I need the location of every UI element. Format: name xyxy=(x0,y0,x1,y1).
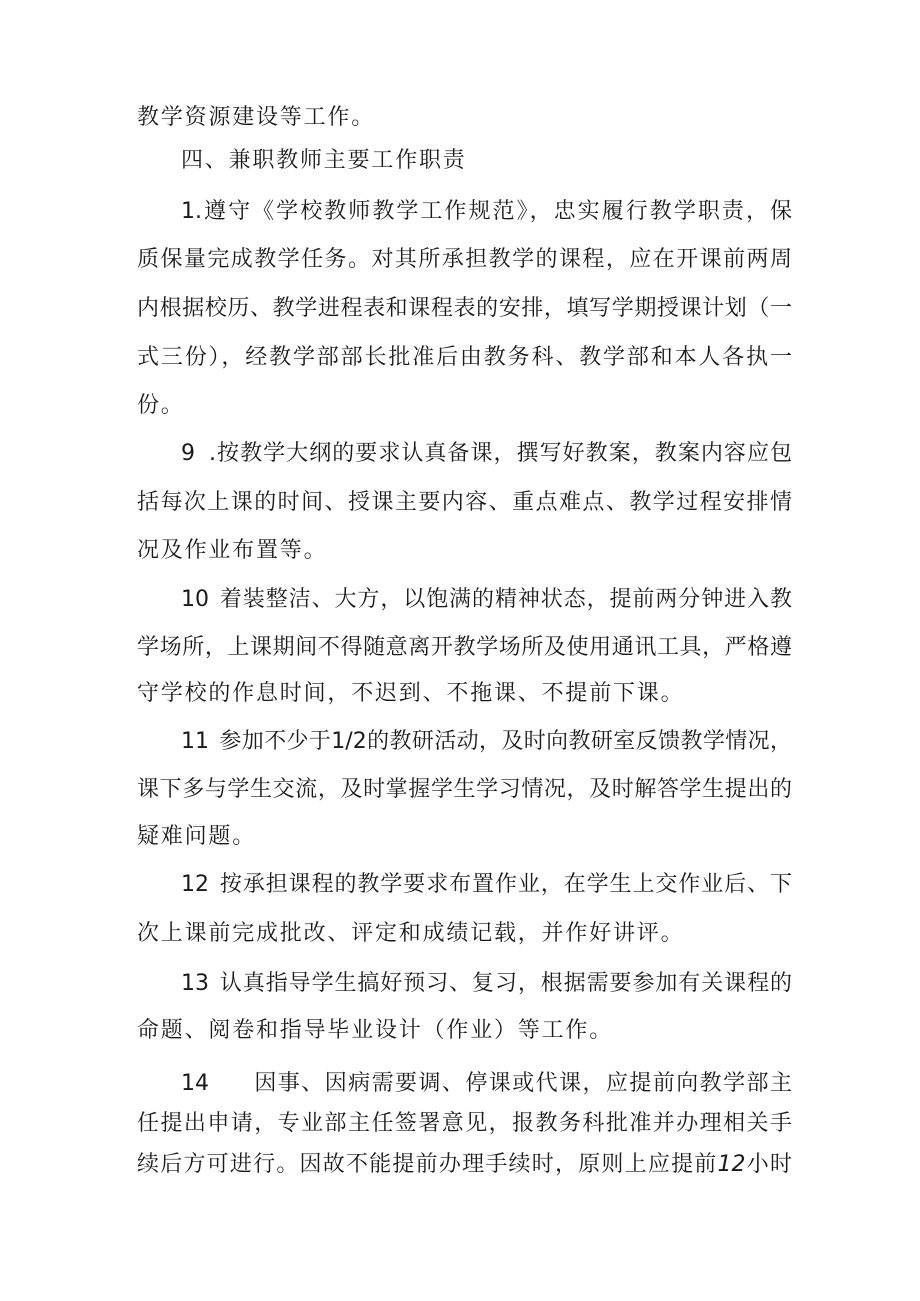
item-1-line-3: 内根据校历、教学进程表和课程表的安排，填写学期授课计划（一 xyxy=(137,296,792,321)
item-13-line-2: 命题、阅卷和指导毕业设计（作业）等工作。 xyxy=(137,1018,614,1043)
item-11-text: 参加不少于1/2的教研活动，及时向教研室反馈教学情况， xyxy=(219,729,792,754)
item-11-line-1 xyxy=(181,725,792,759)
section-heading: 四、兼职教师主要工作职责 xyxy=(181,148,467,173)
item-9-text: .按教学大纲的要求认真备课，撰写好教案，教案内容应包 xyxy=(209,441,792,466)
item-11-line-2: 课下多与学生交流，及时掌握学生学习情况，及时解答学生提出的 xyxy=(137,777,792,802)
item-12-line-1 xyxy=(181,868,792,902)
item-14-hours-value: 12 xyxy=(717,1152,746,1177)
item-12-number: 12 xyxy=(181,872,209,897)
item-14-line-2: 任提出申请，专业部主任签署意见，报教务科批准并办理相关手 xyxy=(137,1111,792,1136)
item-9-line-3: 况及作业布置等。 xyxy=(137,538,328,563)
item-10-text: 着装整洁、大方，以饱满的精神状态，提前两分钟进入教 xyxy=(219,587,792,612)
item-10-number: 10 xyxy=(181,587,209,612)
item-13-text: 认真指导学生搞好预习、复习，根据需要参加有关课程的 xyxy=(219,971,792,996)
item-10-line-1 xyxy=(181,583,792,617)
item-10-line-3: 守学校的作息时间，不迟到、不拖课、不提前下课。 xyxy=(137,681,685,706)
item-9-line-2: 括每次上课的时间、授课主要内容、重点难点、教学过程安排情 xyxy=(137,490,792,515)
intro-line: 教学资源建设等工作。 xyxy=(137,105,376,130)
item-9-line-1 xyxy=(181,437,792,471)
item-1-line-2: 质保量完成教学任务。对其所承担教学的课程，应在开课前两周 xyxy=(137,247,792,272)
item-14-line-1 xyxy=(181,1067,792,1101)
item-10-line-2: 学场所，上课期间不得随意离开教学场所及使用通讯工具，严格遵 xyxy=(137,635,792,660)
item-1-text: 遵守《学校教师教学工作规范》，忠实履行教学职责，保 xyxy=(202,199,792,224)
item-14-text-3: 续后方可进行。因故不能提前办理手续时，原则上应提前 xyxy=(137,1152,718,1177)
item-13-line-1 xyxy=(181,967,792,1001)
item-11-line-3: 疑难问题。 xyxy=(137,824,257,849)
item-11-number: 11 xyxy=(181,729,209,754)
item-1-line-1 xyxy=(181,195,792,229)
item-13-number: 13 xyxy=(181,971,209,996)
item-14-hours-unit: 小时 xyxy=(745,1152,792,1177)
item-14-text: 因事、因病需要调、停课或代课，应提前向教学部主 xyxy=(253,1071,792,1096)
item-1-line-4: 式三份），经教学部部长批准后由教务科、教学部和本人各执一 xyxy=(137,345,792,370)
item-14-line-3 xyxy=(137,1148,792,1182)
item-12-line-2: 次上课前完成批改、评定和成绩记载，并作好讲评。 xyxy=(137,921,685,946)
item-14-number: 14 xyxy=(181,1071,209,1096)
item-12-text: 按承担课程的教学要求布置作业，在学生上交作业后、下 xyxy=(219,872,792,897)
item-1-number: 1. xyxy=(181,199,202,224)
item-1-line-5: 份。 xyxy=(137,393,185,418)
item-9-number: 9 xyxy=(181,441,195,466)
